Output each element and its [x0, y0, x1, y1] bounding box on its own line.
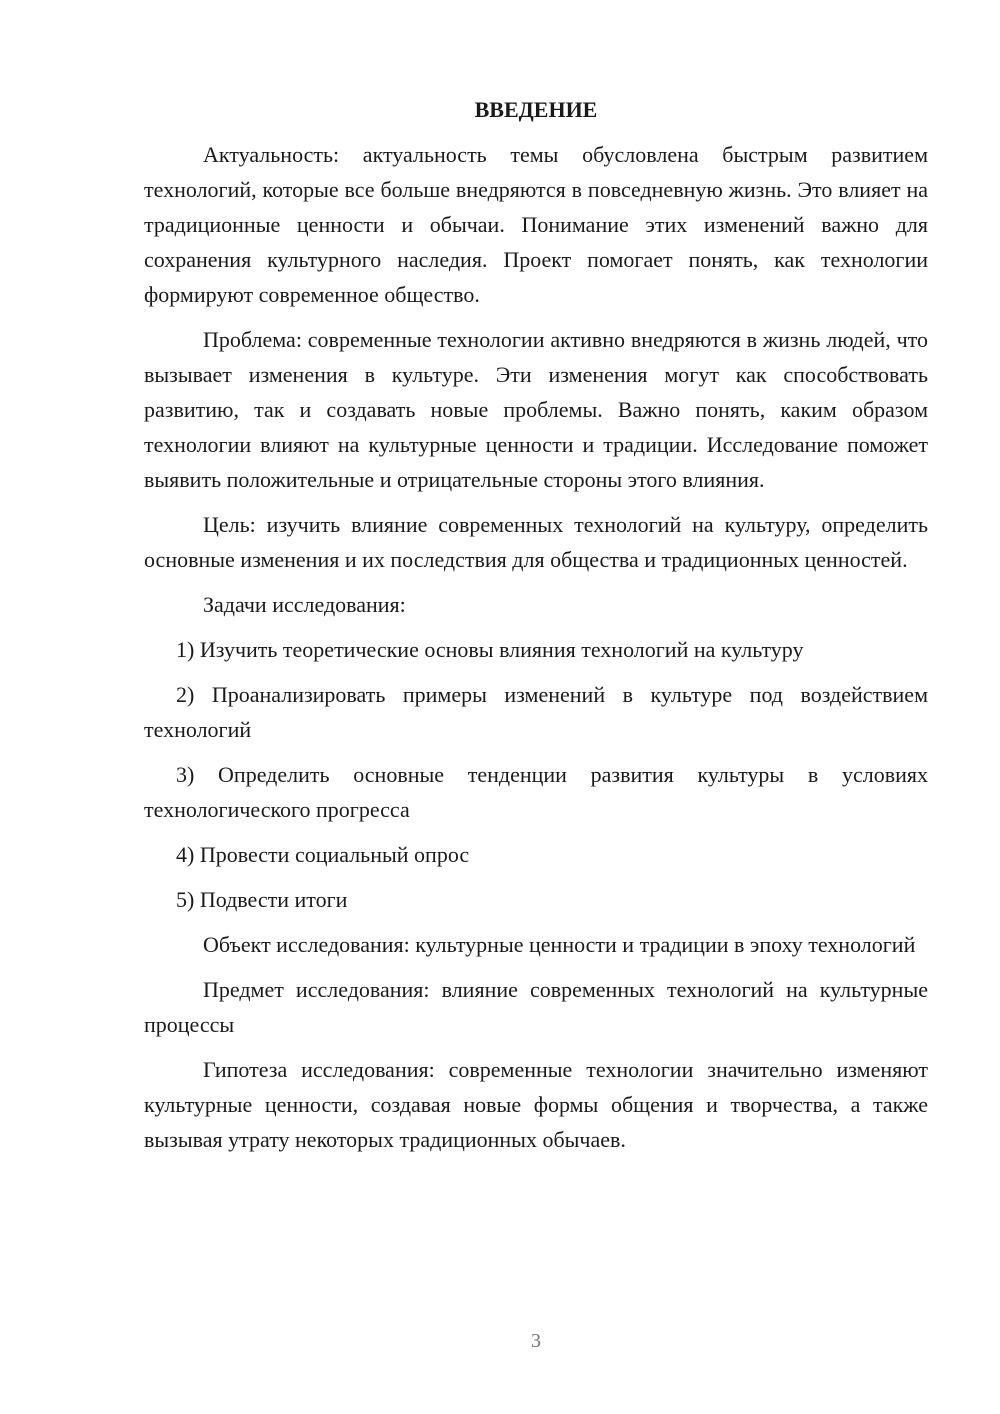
task-item-5: 5) Подвести итоги: [176, 887, 348, 912]
relevance-paragraph: Актуальность: актуальность темы обусловлена быстрым развитием технологий, которые все больше внедряются в повседневную жизнь. Это влияет на традиционные ценности и обычаи. Понимание этих изменений важно для сохранения культурного наследия. Проект помогает понять, как технологии формируют современное общество.: [144, 142, 928, 307]
tasks-heading: Задачи исследования:: [203, 592, 406, 617]
page-title: ВВЕДЕНИЕ: [474, 97, 598, 122]
goal-paragraph: Цель: изучить влияние современных технологий на культуру, определить основные изменения и их последствия для общества и традиционных ценностей.: [144, 512, 928, 572]
page-content: [144, 92, 928, 1167]
subject-paragraph: Предмет исследования: влияние современных технологий на культурные процессы: [144, 977, 928, 1037]
object-paragraph: Объект исследования: культурные ценности и традиции в эпоху технологий: [203, 932, 916, 957]
page-number: 3: [531, 1330, 541, 1352]
problem-paragraph: Проблема: современные технологии активно внедряются в жизнь людей, что вызывает изменения в культуре. Эти изменения могут как способствовать развитию, так и создавать новые проблемы. Важно понять, каким образом технологии влияют на культурные ценности и традиции. Исследование поможет выявить положительные и отрицательные стороны этого влияния.: [144, 327, 928, 492]
hypothesis-paragraph: Гипотеза исследования: современные технологии значительно изменяют культурные ценности, создавая новые формы общения и творчества, а также вызывая утрату некоторых традиционных обычаев.: [144, 1057, 928, 1152]
task-item-3: 3) Определить основные тенденции развития культуры в условиях технологического прогресса: [144, 762, 928, 822]
task-item-2: 2) Проанализировать примеры изменений в культуре под воздействием технологий: [144, 682, 928, 742]
task-item-4: 4) Провести социальный опрос: [176, 842, 470, 867]
task-item-1: 1) Изучить теоретические основы влияния технологий на культуру: [176, 637, 804, 662]
